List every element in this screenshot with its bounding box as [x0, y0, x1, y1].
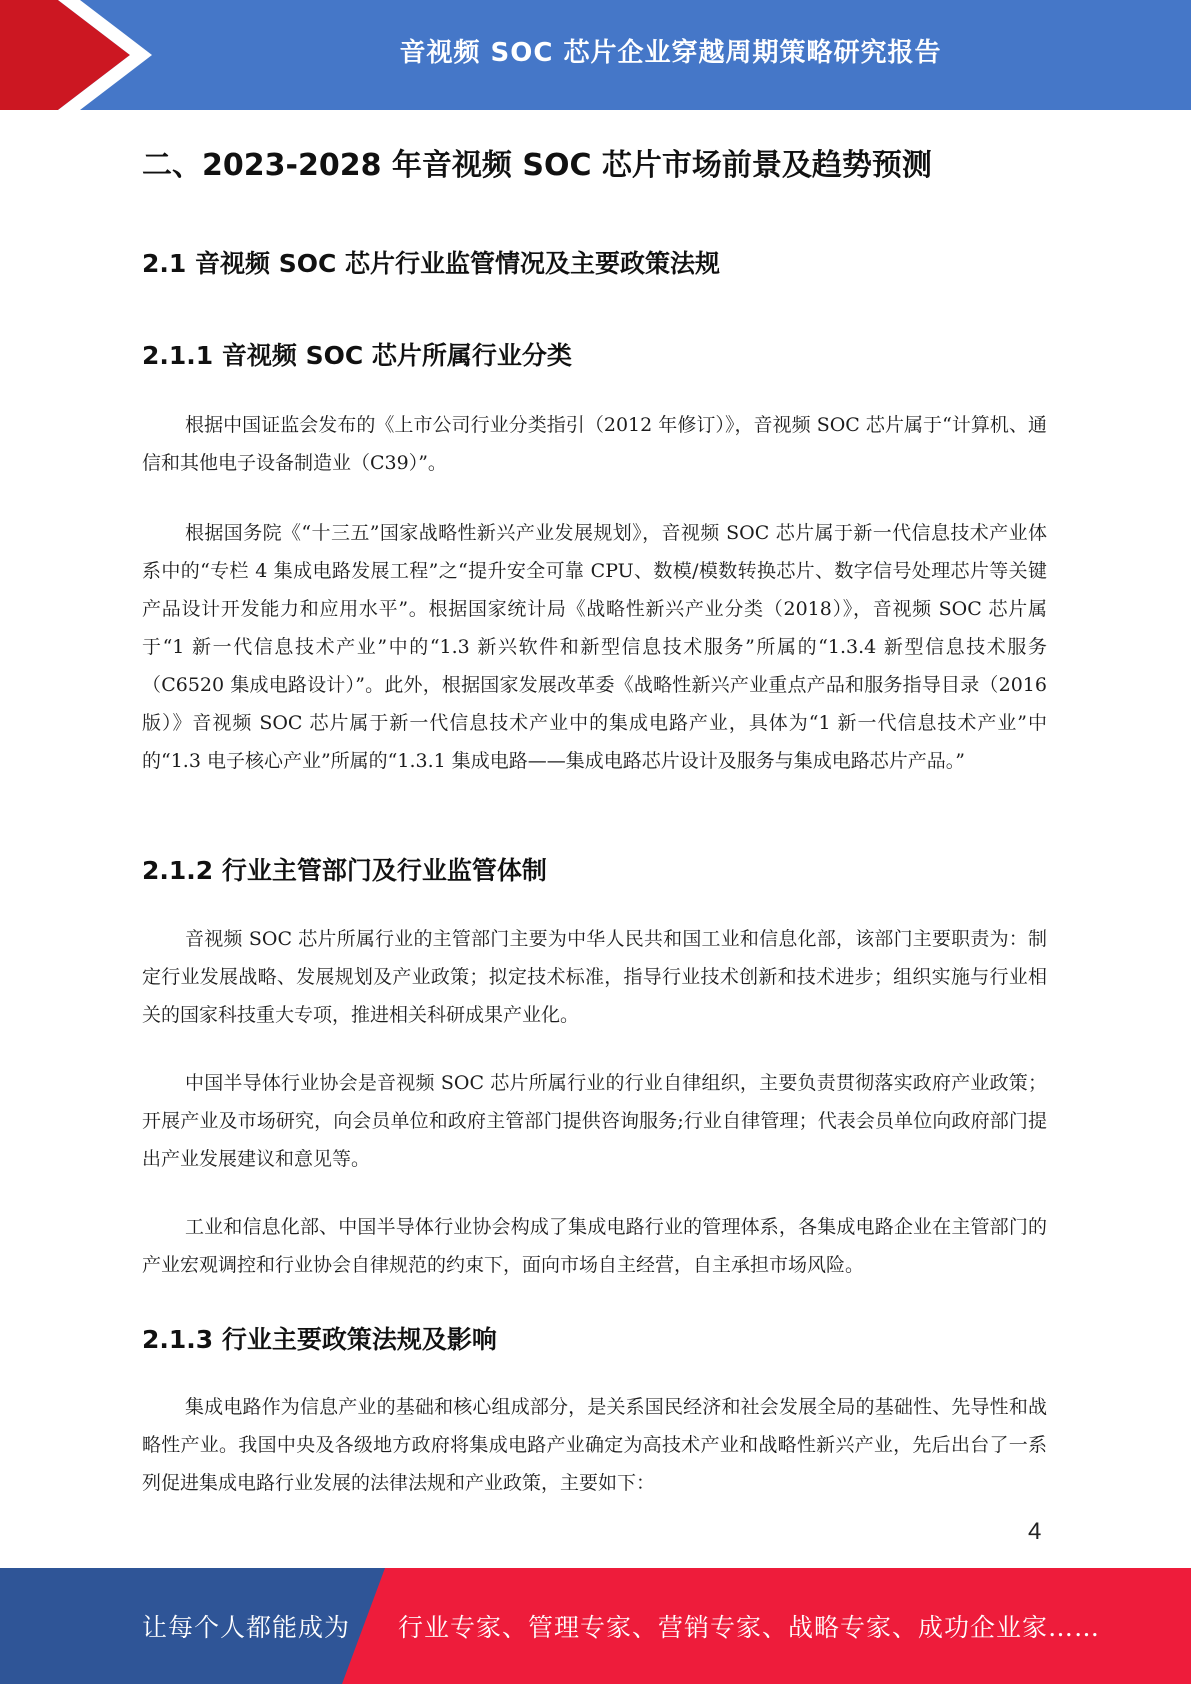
footer-slogan-left: 让每个人都能成为 — [142, 1613, 351, 1642]
page-footer — [0, 1568, 1191, 1684]
section-heading-2-1-2: 2.1.2 行业主管部门及行业监管体制 — [142, 856, 547, 885]
paragraph-policies-intro: 集成电路作为信息产业的基础和核心组成部分，是关系国民经济和社会发展全局的基础性、先导性和战略性产业。我国中央及各级地方政府将集成电路产业确定为高技术产业和战略性新兴产业，先后出台了一系列促进集成电路行业发展的法律法规和产业政策，主要如下： — [142, 1396, 1047, 1494]
footer-slogan-right: 行业专家、管理专家、营销专家、战略专家、成功企业家…… — [398, 1613, 1101, 1642]
paragraph-association: 中国半导体行业协会是音视频 SOC 芯片所属行业的行业自律组织，主要负责贯彻落实政府产业政策；开展产业及市场研究，向会员单位和政府主管部门提供咨询服务;行业自律管理；代表会员单位向政府部门提出产业发展建议和意见等。 — [142, 1072, 1047, 1170]
paragraph-management-system: 工业和信息化部、中国半导体行业协会构成了集成电路行业的管理体系，各集成电路企业在主管部门的产业宏观调控和行业协会自律规范的约束下，面向市场自主经营，自主承担市场风险。 — [142, 1216, 1047, 1276]
paragraph-regulator: 音视频 SOC 芯片所属行业的主管部门主要为中华人民共和国工业和信息化部，该部门主要职责为：制定行业发展战略、发展规划及产业政策；拟定技术标准，指导行业技术创新和技术进步；组织实施与行业相关的国家科技重大专项，推进相关科研成果产业化。 — [142, 928, 1047, 1026]
paragraph-classification-csrc: 根据中国证监会发布的《上市公司行业分类指引（2012 年修订）》，音视频 SOC 芯片属于“计算机、通信和其他电子设备制造业（C39）”。 — [142, 414, 1047, 474]
report-title: 音视频 SOC 芯片企业穿越周期策略研究报告 — [399, 37, 942, 68]
section-heading-2-1: 2.1 音视频 SOC 芯片行业监管情况及主要政策法规 — [142, 249, 721, 278]
chapter-heading: 二、2023-2028 年音视频 SOC 芯片市场前景及趋势预测 — [142, 148, 932, 183]
page-number: 4 — [1028, 1518, 1042, 1545]
page-header — [0, 0, 1191, 110]
section-heading-2-1-3: 2.1.3 行业主要政策法规及影响 — [142, 1325, 497, 1354]
paragraph-classification-strategic: 根据国务院《“十三五”国家战略性新兴产业发展规划》，音视频 SOC 芯片属于新一代信息技术产业体系中的“专栏 4 集成电路发展工程”之“提升安全可靠 CPU、数模/模数转换芯片、数字信号处理芯片等关键产品设计开发能力和应用水平”。根据国家统计局《战略性新兴产业分类（2018）》，音视频 SOC 芯片属于“1 新一代信息技术产业”中的“1.3 新兴软件和新型信息技术服务”所属的“1.3.4 新型信息技术服务（C6520 集成电路设计）”。此外，根据国家发展改革委《战略性新兴产业重点产品和服务指导目录（2016 版）》音视频 SOC 芯片属于新一代信息技术产业中的集成电路产业，具体为“1 新一代信息技术产业”中的“1.3 电子核心产业”所属的“1.3.1 集成电路——集成电路芯片设计及服务与集成电路芯片产品。” — [142, 522, 1047, 772]
section-heading-2-1-1: 2.1.1 音视频 SOC 芯片所属行业分类 — [142, 341, 572, 370]
